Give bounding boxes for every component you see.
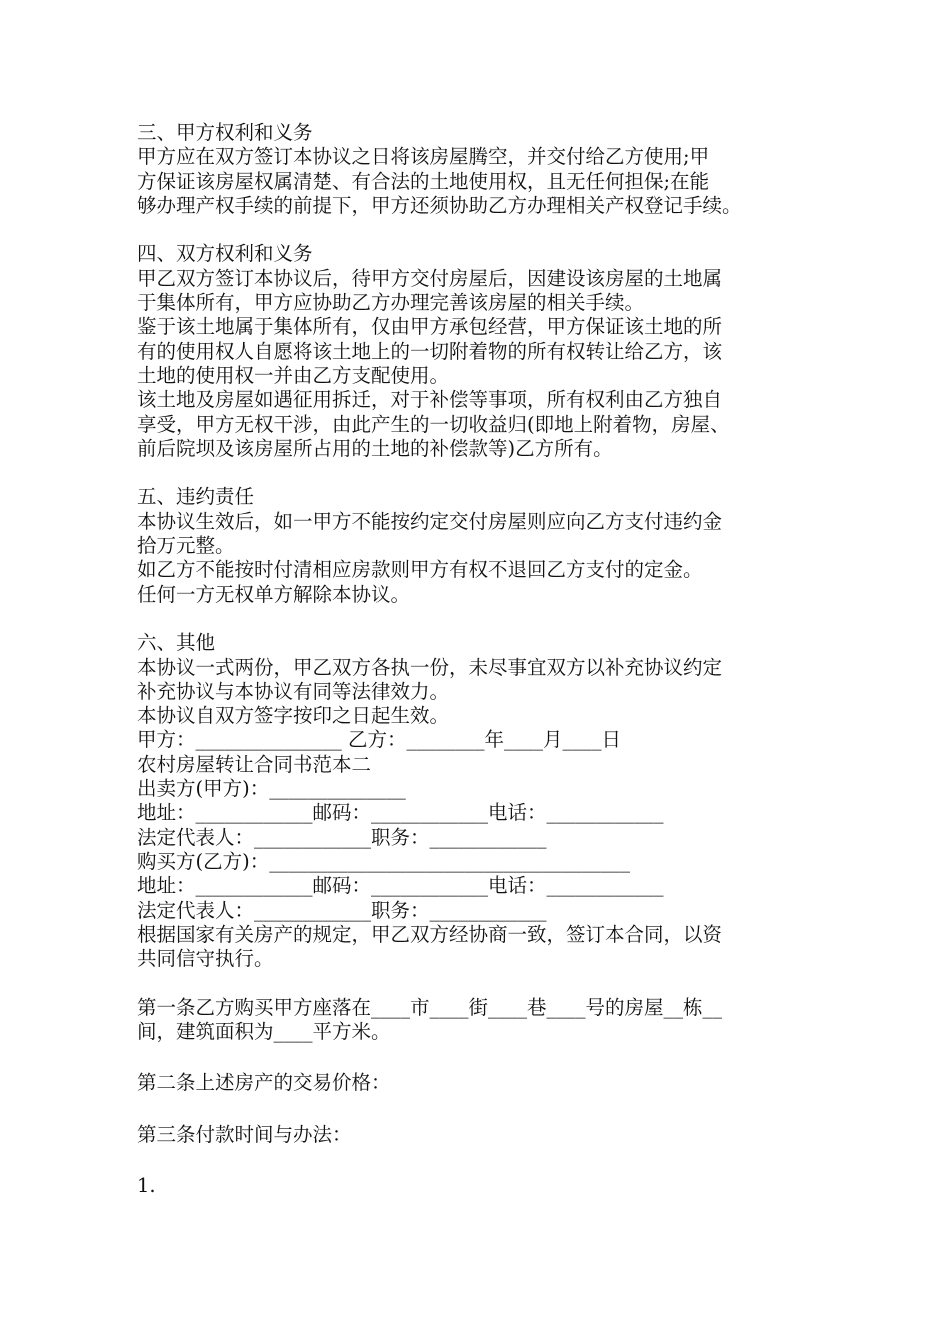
paragraph-line: 够办理产权手续的前提下，甲方还须协助乙方办理相关产权登记手续。 xyxy=(137,193,742,217)
paragraph-line: 甲乙双方签订本协议后，待甲方交付房屋后，因建设该房屋的土地属 xyxy=(137,266,723,290)
paragraph-line: 方保证该房屋权属清楚、有合法的土地使用权，且无任何担保;在能 xyxy=(137,169,710,193)
signature-line: 甲方：_______________ 乙方：________年____月____日 xyxy=(137,728,621,752)
paragraph-line: 本协议自双方签字按印之日起生效。 xyxy=(137,704,450,728)
paragraph-line: 根据国家有关房产的规定，甲乙双方经协商一致，签订本合同，以资 xyxy=(137,922,723,946)
section-4-heading: 四、双方权利和义务 xyxy=(137,242,313,266)
paragraph-line: 鉴于该土地属于集体所有，仅由甲方承包经营，甲方保证该土地的所 xyxy=(137,315,723,339)
paragraph-line: 甲方应在双方签订本协议之日将该房屋腾空，并交付给乙方使用;甲 xyxy=(137,145,710,169)
contract-document xyxy=(137,121,837,1198)
blank-line xyxy=(137,607,837,631)
section-6-heading: 六、其他 xyxy=(137,631,216,655)
paragraph-line: 前后院坝及该房屋所占用的土地的补偿款等)乙方所有。 xyxy=(137,436,613,460)
paragraph-line: 本协议生效后，如一甲方不能按约定交付房屋则应向乙方支付违约金 xyxy=(137,509,723,533)
paragraph-line: 有的使用权人自愿将该土地上的一切附着物的所有权转让给乙方，该 xyxy=(137,339,723,363)
buyer-address-field: 地址：____________邮码：____________电话：____________ xyxy=(137,874,664,898)
blank-line xyxy=(137,971,837,995)
blank-line xyxy=(137,1096,837,1123)
paragraph-line: 本协议一式两份，甲乙双方各执一份，未尽事宜双方以补充协议约定 xyxy=(137,655,723,679)
seller-address-field: 地址：____________邮码：____________电话：____________ xyxy=(137,801,664,825)
article-1-line: 间，建筑面积为____平方米。 xyxy=(137,1019,391,1043)
template-title: 农村房屋转让合同书范本二 xyxy=(137,752,372,776)
article-2: 第二条上述房产的交易价格： xyxy=(137,1071,391,1095)
paragraph-line: 享受，甲方无权干涉，由此产生的一切收益归(即地上附着物，房屋、 xyxy=(137,412,730,436)
seller-field: 出卖方(甲方)：______________ xyxy=(137,777,406,801)
section-3-heading: 三、甲方权利和义务 xyxy=(137,121,313,144)
blank-line xyxy=(137,461,837,485)
buyer-representative-field: 法定代表人：____________职务：____________ xyxy=(137,898,547,922)
paragraph-line: 土地的使用权一并由乙方支配使用。 xyxy=(137,363,450,387)
paragraph-line: 于集体所有，甲方应协助乙方办理完善该房屋的相关手续。 xyxy=(137,291,645,315)
paragraph-line: 拾万元整。 xyxy=(137,534,235,558)
paragraph-line: 该土地及房屋如遇征用拆迁，对于补偿等事项，所有权利由乙方独自 xyxy=(137,388,723,412)
seller-representative-field: 法定代表人：____________职务：____________ xyxy=(137,825,547,849)
paragraph-line: 如乙方不能按时付清相应房款则甲方有权不退回乙方支付的定金。 xyxy=(137,558,703,582)
blank-line xyxy=(137,1044,837,1071)
section-5-heading: 五、违约责任 xyxy=(137,485,255,509)
blank-line xyxy=(137,1147,837,1174)
article-1-line: 第一条乙方购买甲方座落在____市____街____巷____号的房屋__栋__ xyxy=(137,995,723,1019)
list-item-1: 1. xyxy=(137,1173,156,1197)
article-3: 第三条付款时间与办法： xyxy=(137,1122,352,1146)
paragraph-line: 共同信守执行。 xyxy=(137,947,274,971)
paragraph-line: 任何一方无权单方解除本协议。 xyxy=(137,582,411,606)
paragraph-line: 补充协议与本协议有同等法律效力。 xyxy=(137,679,450,703)
buyer-field: 购买方(乙方)：_____________________________________ xyxy=(137,849,630,873)
blank-line xyxy=(137,218,837,242)
